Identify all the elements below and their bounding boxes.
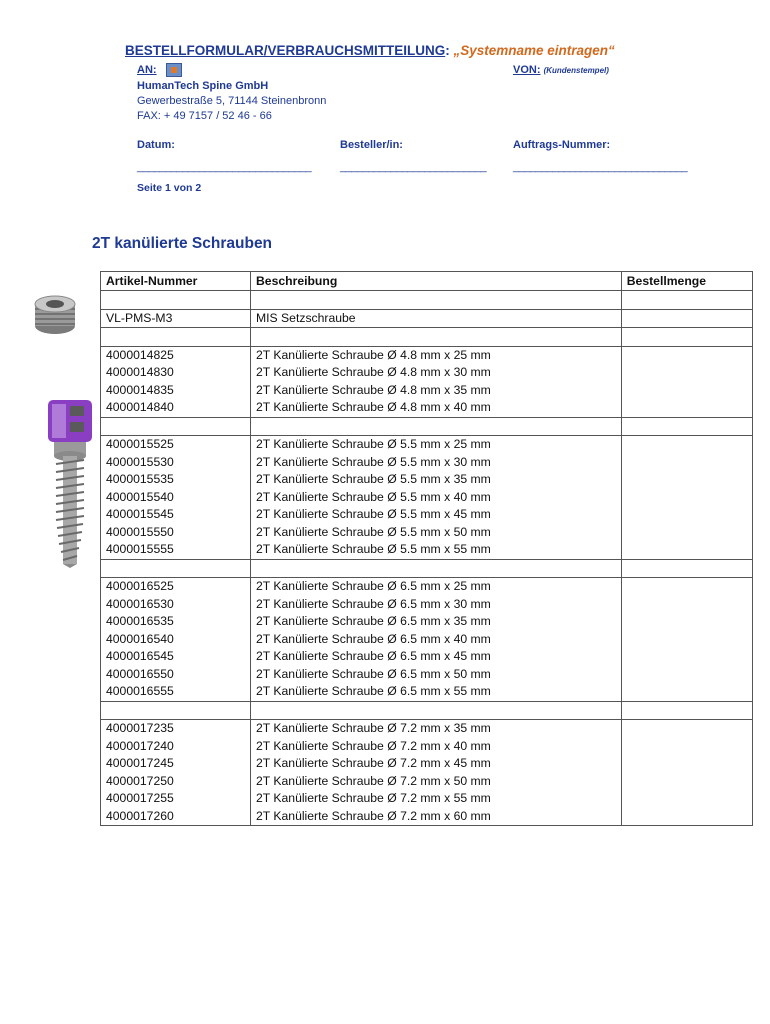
- quantity-cell[interactable]: [621, 541, 752, 559]
- from-note: (Kundenstempel): [543, 66, 609, 75]
- table-row: [101, 773, 753, 791]
- company-name: HumanTech Spine GmbH: [137, 80, 269, 92]
- empty-cell: [101, 701, 251, 720]
- empty-cell: [251, 559, 622, 578]
- table-body: [101, 291, 753, 826]
- quantity-cell[interactable]: [621, 524, 752, 542]
- article-number-cell: 4000016555: [101, 683, 251, 701]
- empty-cell: [101, 417, 251, 436]
- table-row: [101, 309, 753, 328]
- company-address: Gewerbestraße 5, 71144 Steinenbronn: [137, 95, 327, 107]
- header-description: Beschreibung: [251, 272, 622, 291]
- order-table: [100, 271, 753, 826]
- header-quantity: Bestellmenge: [621, 272, 752, 291]
- from-label: VON:: [513, 64, 541, 76]
- article-number-cell: 4000016545: [101, 648, 251, 666]
- description-cell: 2T Kanülierte Schraube Ø 4.8 mm x 30 mm: [251, 364, 622, 382]
- description-cell: 2T Kanülierte Schraube Ø 5.5 mm x 25 mm: [251, 436, 622, 454]
- spacer-row: [101, 291, 753, 310]
- table-row: [101, 738, 753, 756]
- quantity-cell[interactable]: [621, 364, 752, 382]
- table-row: [101, 399, 753, 417]
- quantity-cell[interactable]: [621, 417, 752, 436]
- description-cell: 2T Kanülierte Schraube Ø 6.5 mm x 40 mm: [251, 631, 622, 649]
- table-row: [101, 790, 753, 808]
- quantity-cell[interactable]: [621, 328, 752, 347]
- order-number-label: Auftrags-Nummer:: [513, 139, 611, 151]
- table-row: [101, 613, 753, 631]
- from-field: [513, 64, 609, 76]
- description-cell: 2T Kanülierte Schraube Ø 5.5 mm x 40 mm: [251, 489, 622, 507]
- date-label: Datum:: [137, 139, 175, 151]
- empty-cell: [251, 291, 622, 310]
- quantity-cell[interactable]: [621, 291, 752, 310]
- article-number-cell: 4000016540: [101, 631, 251, 649]
- spacer-row: [101, 328, 753, 347]
- table-row: [101, 346, 753, 364]
- quantity-cell[interactable]: [621, 382, 752, 400]
- table-row: [101, 755, 753, 773]
- quantity-cell[interactable]: [621, 755, 752, 773]
- quantity-cell[interactable]: [621, 578, 752, 596]
- description-cell: 2T Kanülierte Schraube Ø 6.5 mm x 45 mm: [251, 648, 622, 666]
- quantity-cell[interactable]: [621, 489, 752, 507]
- table-row: [101, 471, 753, 489]
- quantity-cell[interactable]: [621, 596, 752, 614]
- form-title-main: BESTELLFORMULAR/VERBRAUCHSMITTEILUNG: [125, 43, 446, 58]
- description-cell: 2T Kanülierte Schraube Ø 5.5 mm x 55 mm: [251, 541, 622, 559]
- cannulated-screw-image: [42, 398, 98, 568]
- quantity-cell[interactable]: [621, 346, 752, 364]
- description-cell: 2T Kanülierte Schraube Ø 5.5 mm x 45 mm: [251, 506, 622, 524]
- table-row: [101, 454, 753, 472]
- company-fax: FAX: + 49 7157 / 52 46 - 66: [137, 110, 272, 122]
- article-number-cell: VL-PMS-M3: [101, 309, 251, 328]
- description-cell: 2T Kanülierte Schraube Ø 7.2 mm x 60 mm: [251, 808, 622, 826]
- description-cell: 2T Kanülierte Schraube Ø 7.2 mm x 45 mm: [251, 755, 622, 773]
- set-screw-image: [33, 292, 77, 338]
- description-cell: 2T Kanülierte Schraube Ø 6.5 mm x 50 mm: [251, 666, 622, 684]
- article-number-cell: 4000015555: [101, 541, 251, 559]
- quantity-cell[interactable]: [621, 683, 752, 701]
- description-cell: 2T Kanülierte Schraube Ø 4.8 mm x 35 mm: [251, 382, 622, 400]
- description-cell: 2T Kanülierte Schraube Ø 5.5 mm x 35 mm: [251, 471, 622, 489]
- article-number-cell: 4000017255: [101, 790, 251, 808]
- article-number-cell: 4000015535: [101, 471, 251, 489]
- table-row: [101, 648, 753, 666]
- description-cell: 2T Kanülierte Schraube Ø 6.5 mm x 30 mm: [251, 596, 622, 614]
- table-row: [101, 720, 753, 738]
- spacer-row: [101, 559, 753, 578]
- company-logo: [166, 63, 182, 77]
- article-number-cell: 4000014830: [101, 364, 251, 382]
- quantity-cell[interactable]: [621, 613, 752, 631]
- header-article-number: Artikel-Nummer: [101, 272, 251, 291]
- description-cell: 2T Kanülierte Schraube Ø 6.5 mm x 35 mm: [251, 613, 622, 631]
- description-cell: 2T Kanülierte Schraube Ø 7.2 mm x 55 mm: [251, 790, 622, 808]
- description-cell: 2T Kanülierte Schraube Ø 7.2 mm x 35 mm: [251, 720, 622, 738]
- quantity-cell[interactable]: [621, 738, 752, 756]
- article-number-cell: 4000017250: [101, 773, 251, 791]
- description-cell: 2T Kanülierte Schraube Ø 6.5 mm x 25 mm: [251, 578, 622, 596]
- quantity-cell[interactable]: [621, 506, 752, 524]
- to-label: AN:: [137, 64, 157, 76]
- table-row: [101, 364, 753, 382]
- quantity-cell[interactable]: [621, 701, 752, 720]
- quantity-cell[interactable]: [621, 720, 752, 738]
- form-title-separator: :: [445, 43, 454, 58]
- form-title: [125, 43, 615, 58]
- article-number-cell: 4000015545: [101, 506, 251, 524]
- description-cell: 2T Kanülierte Schraube Ø 4.8 mm x 25 mm: [251, 346, 622, 364]
- article-number-cell: 4000015540: [101, 489, 251, 507]
- page-number: Seite 1 von 2: [137, 182, 202, 194]
- empty-cell: [101, 559, 251, 578]
- quantity-cell[interactable]: [621, 666, 752, 684]
- description-cell: 2T Kanülierte Schraube Ø 5.5 mm x 30 mm: [251, 454, 622, 472]
- order-number-input-line[interactable]: _______________________________: [513, 161, 688, 173]
- description-cell: 2T Kanülierte Schraube Ø 7.2 mm x 40 mm: [251, 738, 622, 756]
- orderer-input-line[interactable]: __________________________: [340, 161, 487, 173]
- empty-cell: [251, 417, 622, 436]
- article-number-cell: 4000017240: [101, 738, 251, 756]
- date-input-line[interactable]: _______________________________: [137, 161, 312, 173]
- description-cell: 2T Kanülierte Schraube Ø 7.2 mm x 50 mm: [251, 773, 622, 791]
- table-row: [101, 524, 753, 542]
- article-number-cell: 4000016530: [101, 596, 251, 614]
- quantity-cell[interactable]: [621, 773, 752, 791]
- table-row: [101, 808, 753, 826]
- article-number-cell: 4000014840: [101, 399, 251, 417]
- empty-cell: [101, 291, 251, 310]
- empty-cell: [101, 328, 251, 347]
- description-cell: MIS Setzschraube: [251, 309, 622, 328]
- quantity-cell[interactable]: [621, 471, 752, 489]
- section-title: 2T kanülierte Schrauben: [92, 235, 273, 252]
- table-row: [101, 541, 753, 559]
- article-number-cell: 4000014825: [101, 346, 251, 364]
- article-number-cell: 4000015550: [101, 524, 251, 542]
- quantity-cell[interactable]: [621, 436, 752, 454]
- table-row: [101, 506, 753, 524]
- quantity-cell[interactable]: [621, 631, 752, 649]
- article-number-cell: 4000017245: [101, 755, 251, 773]
- article-number-cell: 4000017235: [101, 720, 251, 738]
- table-row: [101, 382, 753, 400]
- quantity-cell[interactable]: [621, 454, 752, 472]
- article-number-cell: 4000015525: [101, 436, 251, 454]
- table-row: [101, 683, 753, 701]
- article-number-cell: 4000015530: [101, 454, 251, 472]
- quantity-cell[interactable]: [621, 559, 752, 578]
- spacer-row: [101, 417, 753, 436]
- table-header-row: [101, 272, 753, 291]
- table-row: [101, 631, 753, 649]
- empty-cell: [251, 328, 622, 347]
- article-number-cell: 4000016525: [101, 578, 251, 596]
- description-cell: 2T Kanülierte Schraube Ø 4.8 mm x 40 mm: [251, 399, 622, 417]
- article-number-cell: 4000014835: [101, 382, 251, 400]
- empty-cell: [251, 701, 622, 720]
- article-number-cell: 4000016550: [101, 666, 251, 684]
- quantity-cell[interactable]: [621, 399, 752, 417]
- table-row: [101, 436, 753, 454]
- quantity-cell[interactable]: [621, 808, 752, 826]
- table-row: [101, 596, 753, 614]
- spacer-row: [101, 701, 753, 720]
- description-cell: 2T Kanülierte Schraube Ø 6.5 mm x 55 mm: [251, 683, 622, 701]
- quantity-cell[interactable]: [621, 309, 752, 328]
- quantity-cell[interactable]: [621, 790, 752, 808]
- table-row: [101, 578, 753, 596]
- quantity-cell[interactable]: [621, 648, 752, 666]
- article-number-cell: 4000016535: [101, 613, 251, 631]
- system-name-placeholder[interactable]: „Systemname eintragen“: [453, 43, 615, 58]
- description-cell: 2T Kanülierte Schraube Ø 5.5 mm x 50 mm: [251, 524, 622, 542]
- table-row: [101, 666, 753, 684]
- article-number-cell: 4000017260: [101, 808, 251, 826]
- table-row: [101, 489, 753, 507]
- orderer-label: Besteller/in:: [340, 139, 403, 151]
